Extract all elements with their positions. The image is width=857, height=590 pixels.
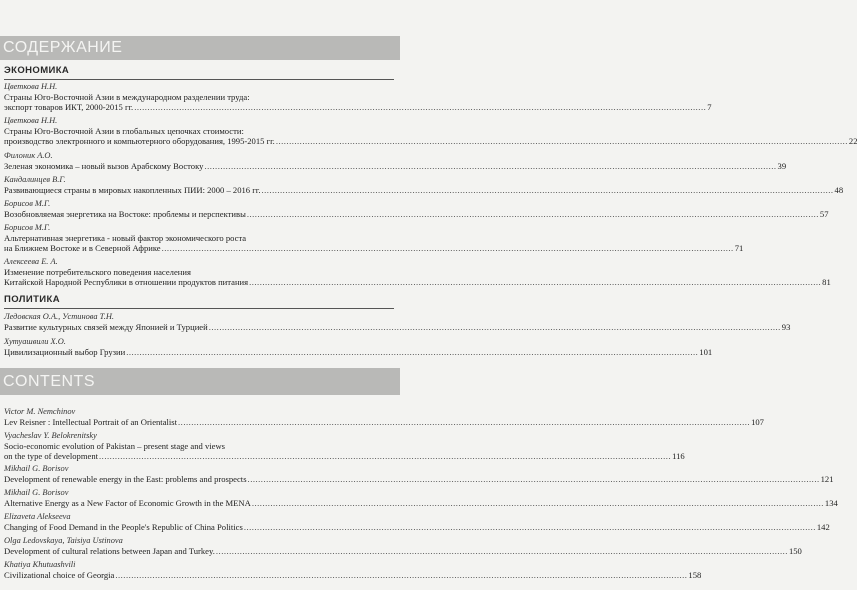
toc-entry-en-4[interactable] <box>4 488 838 508</box>
entry-title-line: Alternative Energy as a New Factor of Economic Growth in the MENA ..... 134 <box>4 498 394 508</box>
entry-title-line: Changing of Food Demand in the People's Republic of China Politics ..... 142 <box>4 522 394 532</box>
toc-entry-en-5[interactable] <box>4 512 830 532</box>
toc-entry-ru-9[interactable] <box>4 337 713 357</box>
entry-author: Кандалинцев В.Г. <box>4 175 66 184</box>
leader-dots <box>209 322 781 332</box>
entry-title-line: экспорт товаров ИКТ, 2000-2015 гг. ..... 7 <box>4 102 394 112</box>
entry-title-line: Страны Юго-Восточной Азии в глобальных цепочках стоимости: <box>4 126 244 136</box>
toc-entry-en-7[interactable] <box>4 560 702 580</box>
en-contents-title: CONTENTS <box>3 372 95 390</box>
entry-page-number: 48 <box>834 185 844 195</box>
entry-title-line: производство электронного и компьютерного оборудования, 1995-2015 гг. ..... 22 <box>4 136 394 146</box>
toc-entry-en-1[interactable] <box>4 407 764 427</box>
ru-contents-title: СОДЕРЖАНИЕ <box>3 39 123 56</box>
entry-title-line: on the type of development ..... 116 <box>4 451 394 461</box>
entry-title-line: Socio-economic evolution of Pakistan – present stage and views <box>4 441 225 451</box>
leader-dots <box>216 546 788 556</box>
entry-page-number: 81 <box>822 277 831 287</box>
entry-author: Olga Ledovskaya, Taisiya Ustinova <box>4 536 123 545</box>
entry-author: Ледовская О.А., Устинова Т.Н. <box>4 312 115 321</box>
entry-author: Борисов М.Г. <box>4 199 51 208</box>
leader-dots <box>247 209 819 219</box>
toc-entry-ru-1[interactable] <box>4 82 712 112</box>
entry-title-line: Альтернативная энергетика - новый фактор экономического роста <box>4 233 247 243</box>
entry-title-line: Development of cultural relations between Japan and Turkey. ..... 150 <box>4 546 394 556</box>
entry-author: Khatiya Khutuashvili <box>4 560 76 569</box>
entry-author: Хутуашвили Х.О. <box>4 337 66 346</box>
entry-title-line: Развитие культурных связей между Японией и Турцией ..... 93 <box>4 322 394 332</box>
entry-title-line: на Ближнем Востоке и в Северной Африке ..... 71 <box>4 243 394 253</box>
leader-dots <box>126 347 698 357</box>
leader-dots <box>252 498 824 508</box>
entry-title-line: Цивилизационный выбор Грузии ..... 101 <box>4 347 394 357</box>
toc-entry-ru-6[interactable] <box>4 223 744 253</box>
leader-dots <box>162 243 734 253</box>
entry-page-number: 107 <box>751 417 764 427</box>
entry-page-number: 142 <box>816 522 830 532</box>
entry-author: Vyacheslav Y. Belokrenitsky <box>4 431 97 440</box>
leader-dots <box>115 570 687 580</box>
category-politics: ПОЛИТИКА <box>4 294 60 305</box>
entry-page-number: 116 <box>672 451 685 461</box>
category-economics: ЭКОНОМИКА <box>4 65 70 76</box>
leader-dots <box>249 277 821 287</box>
toc-entry-ru-7[interactable] <box>4 257 831 287</box>
entry-title-line: Development of renewable energy in the East: problems and prospects ..... 121 <box>4 474 394 484</box>
leader-dots <box>244 522 816 532</box>
entry-author: Elizaveta Alekseeva <box>4 512 71 521</box>
leader-dots <box>248 474 820 484</box>
entry-title-line: Китайской Народной Республики в отношении продуктов питания ..... 81 <box>4 277 394 287</box>
entry-title-line: Страны Юго-Восточной Азии в международном разделении труда: <box>4 92 250 102</box>
leader-dots <box>178 417 750 427</box>
toc-entry-ru-8[interactable] <box>4 312 791 332</box>
category-rule <box>4 308 394 309</box>
entry-page-number: 57 <box>819 209 829 219</box>
leader-dots <box>99 451 671 461</box>
leader-dots <box>134 102 706 112</box>
entry-title-line: Развивающиеся страны в мировых накопленных ПИИ: 2000 – 2016 гг. ..... 48 <box>4 185 394 195</box>
entry-author: Цветкова Н.Н. <box>4 116 58 125</box>
entry-page-number: 22 <box>848 136 857 146</box>
entry-title-line: Изменение потребительского поведения населения <box>4 267 191 277</box>
entry-author: Mikhail G. Borisov <box>4 464 69 473</box>
entry-author: Алексеева Е. А. <box>4 257 58 266</box>
leader-dots <box>261 185 833 195</box>
entry-page-number: 93 <box>781 322 791 332</box>
toc-entry-ru-2[interactable] <box>4 116 857 146</box>
entry-author: Victor M. Nemchinov <box>4 407 76 416</box>
entry-author: Цветкова Н.Н. <box>4 82 58 91</box>
entry-author: Филоник А.О. <box>4 151 53 160</box>
entry-title-line: Зеленая экономика – новый вызов Арабскому Востоку ..... 39 <box>4 161 394 171</box>
ru-contents-header-bar <box>0 36 400 60</box>
entry-page-number: 101 <box>699 347 713 357</box>
entry-page-number: 39 <box>777 161 787 171</box>
entry-page-number: 158 <box>688 570 702 580</box>
entry-page-number: 134 <box>824 498 838 508</box>
en-contents-header-bar <box>0 368 400 395</box>
toc-entry-ru-5[interactable] <box>4 199 829 219</box>
entry-page-number: 121 <box>820 474 834 484</box>
toc-entry-en-6[interactable] <box>4 536 802 556</box>
leader-dots <box>204 161 776 171</box>
toc-entry-ru-4[interactable] <box>4 175 844 195</box>
entry-title-line: Civilizational choice of Georgia ..... 158 <box>4 570 394 580</box>
toc-entry-en-2[interactable] <box>4 431 685 461</box>
entry-page-number: 150 <box>788 546 802 556</box>
entry-title-line: Возобновляемая энергетика на Востоке: проблемы и перспективы ..... 57 <box>4 209 394 219</box>
entry-page-number: 71 <box>734 243 744 253</box>
leader-dots <box>276 136 848 146</box>
entry-author: Борисов М.Г. <box>4 223 51 232</box>
toc-entry-ru-3[interactable] <box>4 151 787 171</box>
category-rule <box>4 79 394 80</box>
toc-entry-en-3[interactable] <box>4 464 834 484</box>
entry-page-number: 7 <box>707 102 712 112</box>
entry-author: Mikhail G. Borisov <box>4 488 69 497</box>
entry-title-line: Lev Reisner : Intellectual Portrait of an Orientalist ..... 107 <box>4 417 394 427</box>
